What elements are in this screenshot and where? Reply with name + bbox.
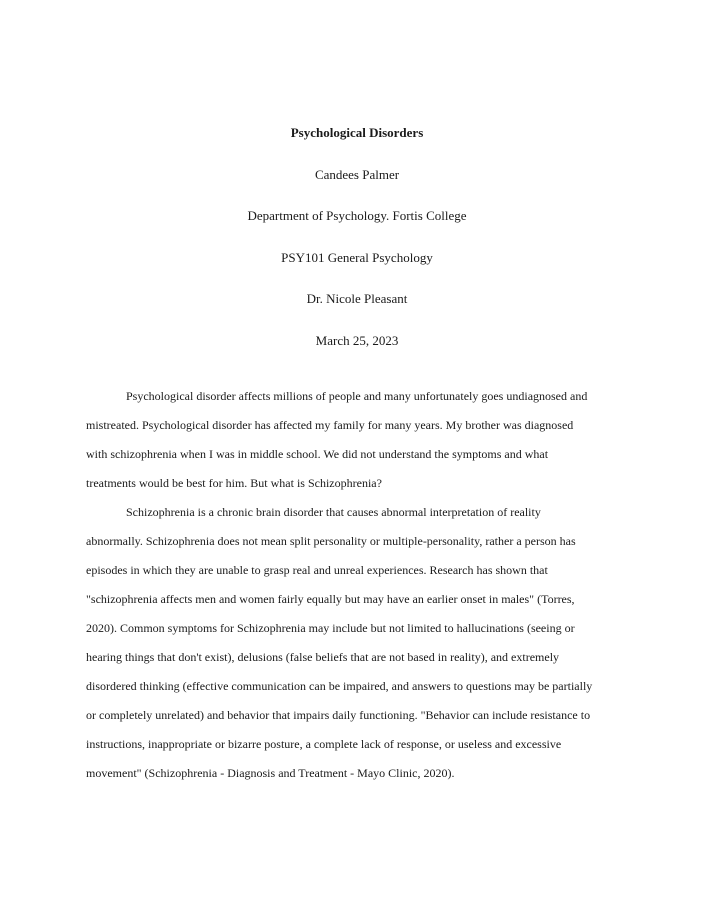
course-name: PSY101 General Psychology [281, 249, 433, 265]
text-line: hearing things that don't exist), delusions (false beliefs that are not based in reality), and extremely [86, 650, 560, 664]
title-page-block [0, 123, 714, 372]
text-line: instructions, inappropriate or bizarre posture, a complete lack of response, or useless and excessive [86, 737, 562, 751]
text-line: Psychological disorder affects millions of people and many unfortunately goes undiagnosed and [126, 389, 588, 403]
paper-date: March 25, 2023 [315, 332, 399, 348]
paper-title: Psychological Disorders [290, 125, 424, 140]
department-affiliation: Department of Psychology. Fortis College [247, 208, 467, 223]
instructor-name: Dr. Nicole Pleasant [306, 291, 408, 306]
text-line: "schizophrenia affects men and women fairly equally but may have an earlier onset in males" (Torres, [86, 592, 575, 606]
text-line: disordered thinking (effective communication can be impaired, and answers to questions may be partially [86, 679, 593, 693]
text-line: or completely unrelated) and behavior that impairs daily functioning. "Behavior can include resistance to [86, 708, 591, 722]
text-line: abnormally. Schizophrenia does not mean split personality or multiple-personality, rather a person has [86, 534, 576, 548]
paragraph-intro [86, 382, 631, 498]
author-name: Candees Palmer [314, 166, 400, 182]
text-line: with schizophrenia when I was in middle school. We did not understand the symptoms and what [86, 447, 549, 461]
paragraph-schizophrenia [86, 498, 631, 788]
text-line: 2020). Common symptoms for Schizophrenia may include but not limited to hallucinations (seeing or [86, 621, 575, 635]
text-line: Schizophrenia is a chronic brain disorder that causes abnormal interpretation of reality [126, 505, 541, 519]
text-line: treatments would be best for him. But what is Schizophrenia? [86, 476, 382, 490]
text-line: mistreated. Psychological disorder has affected my family for many years. My brother was diagnosed [86, 418, 574, 432]
body-text [86, 382, 631, 788]
text-line: movement" (Schizophrenia - Diagnosis and Treatment - Mayo Clinic, 2020). [86, 766, 455, 780]
text-line: episodes in which they are unable to grasp real and unreal experiences. Research has shown that [86, 563, 548, 577]
